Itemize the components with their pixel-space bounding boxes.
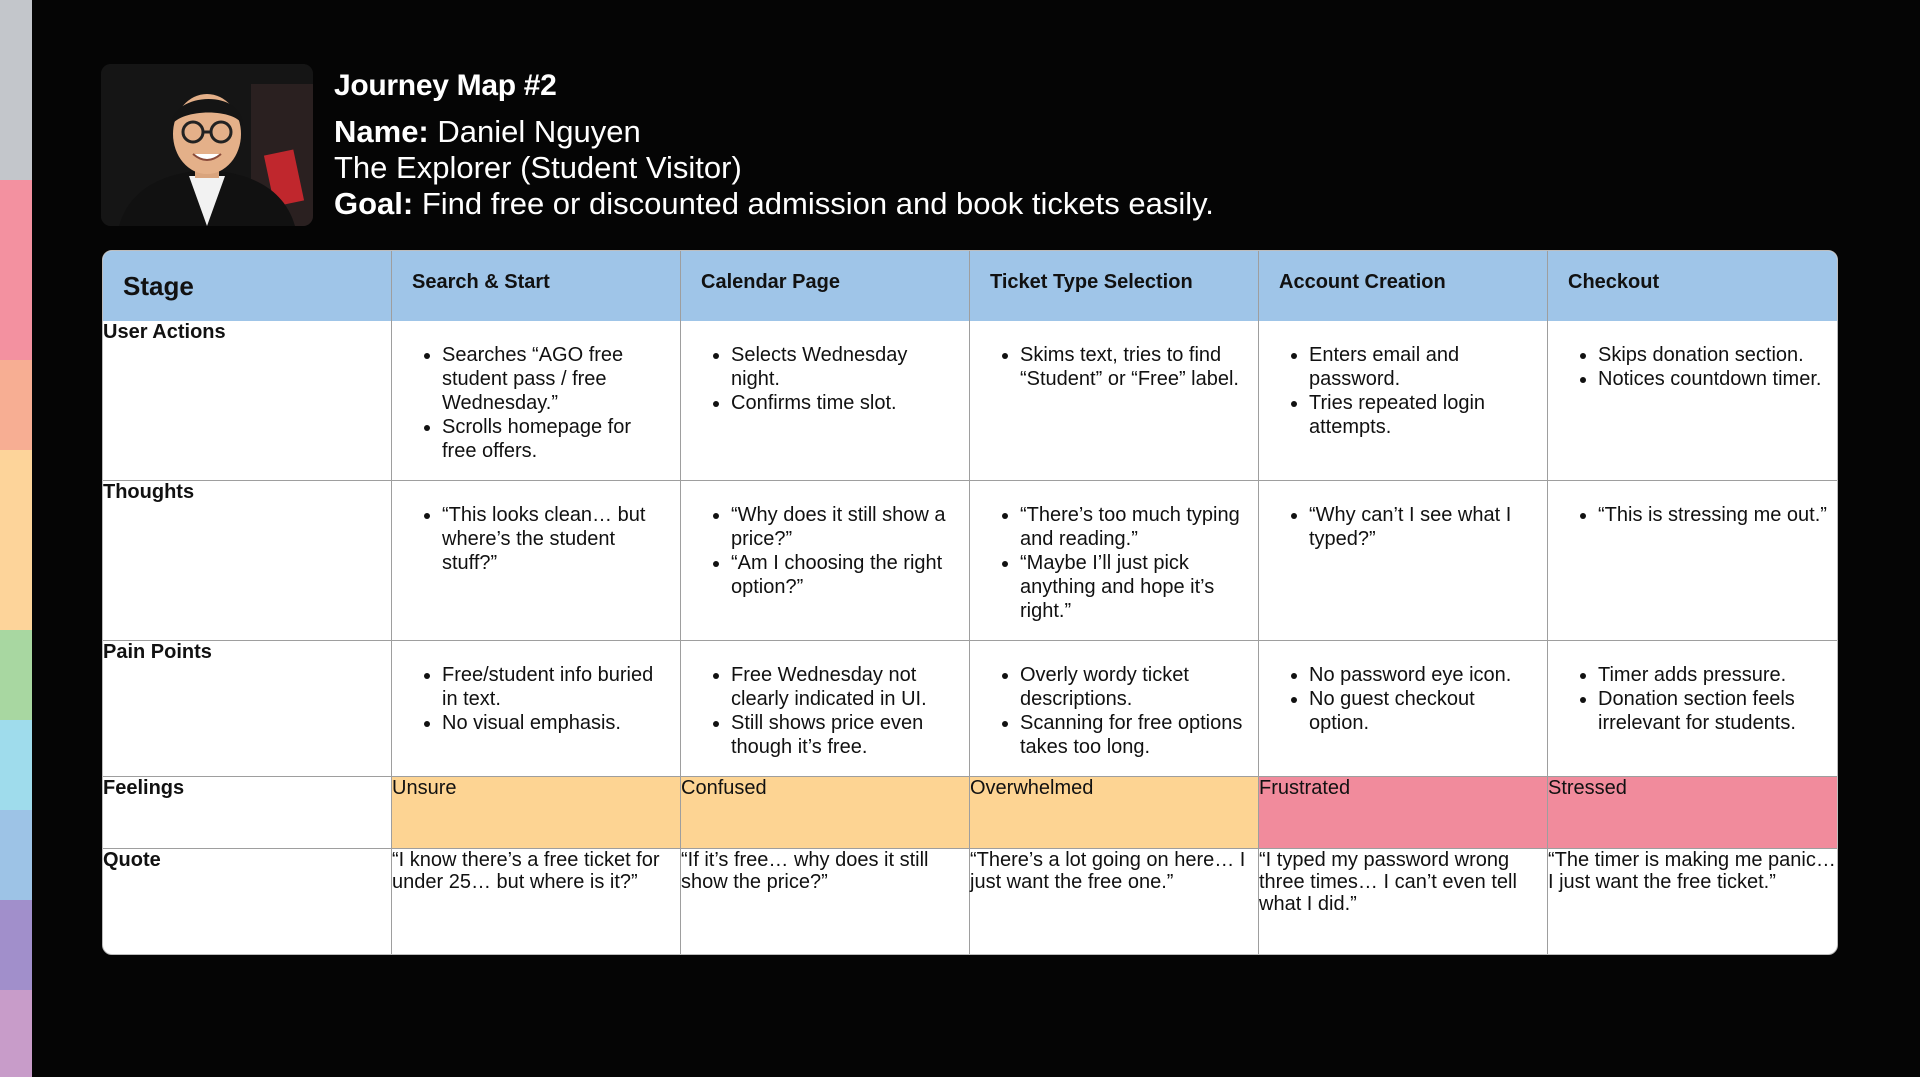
stripe-yellow (0, 450, 32, 630)
list-item: • “Maybe I’ll just pick anything and hope it’s right.” (1020, 551, 1248, 623)
feeling-overwhelmed: Overwhelmed (970, 777, 1259, 849)
list-item: • Selects Wednesday night. (731, 343, 959, 391)
row-label-user-actions: User Actions (103, 321, 392, 481)
user-actions-cell (392, 321, 681, 481)
list-item: • “Why can’t I see what I typed?” (1309, 503, 1537, 551)
list-item: • “There’s too much typing and reading.” (1020, 503, 1248, 551)
list-item: • “Am I choosing the right option?” (731, 551, 959, 599)
pain-points-cell (1259, 641, 1548, 777)
stripe-mauve (0, 990, 32, 1077)
list-item: • Overly wordy ticket descriptions. (1020, 663, 1248, 711)
list-item: • Searches “AGO free student pass / free Wednesday.” (442, 343, 670, 415)
quote-cell: “If it’s free… why does it still show the price?” (681, 849, 970, 954)
list-item: • Scrolls homepage for free offers. (442, 415, 670, 463)
quote-cell: “I typed my password wrong three times… I can’t even tell what I did.” (1259, 849, 1548, 954)
stage-header-row (103, 251, 1837, 321)
list-item: • No password eye icon. (1309, 663, 1537, 687)
thoughts-cell (970, 481, 1259, 641)
list-item: • Donation section feels irrelevant for students. (1598, 687, 1827, 735)
quote-cell: “I know there’s a free ticket for under 25… but where is it?” (392, 849, 681, 954)
stripe-salmon (0, 360, 32, 450)
row-label-feelings: Feelings (103, 777, 392, 849)
name-value: Daniel Nguyen (437, 114, 641, 149)
persona-goal (334, 186, 1214, 222)
user-actions-cell (1259, 321, 1548, 481)
user-actions-cell (970, 321, 1259, 481)
thoughts-row (103, 481, 1837, 641)
row-label-thoughts: Thoughts (103, 481, 392, 641)
goal-label: Goal: (334, 186, 414, 221)
stripe-cyan (0, 720, 32, 810)
list-item: • Skips donation section. (1598, 343, 1827, 367)
persona-name (334, 114, 1214, 150)
goal-value: Find free or discounted admission and book tickets easily. (421, 186, 1214, 221)
list-item: • Tries repeated login attempts. (1309, 391, 1537, 439)
stripe-purple (0, 900, 32, 990)
stripe-green (0, 630, 32, 720)
feeling-confused: Confused (681, 777, 970, 849)
user-actions-row (103, 321, 1837, 481)
list-item: • “Why does it still show a price?” (731, 503, 959, 551)
stage-calendar-page: Calendar Page (681, 251, 970, 321)
persona-type: The Explorer (Student Visitor) (334, 150, 742, 185)
pain-points-cell (681, 641, 970, 777)
list-item: • Notices countdown timer. (1598, 367, 1827, 391)
list-item: • Scanning for free options takes too long. (1020, 711, 1248, 759)
feelings-row (103, 777, 1837, 849)
name-label: Name: (334, 114, 429, 149)
page-title: Journey Map #2 (334, 69, 557, 102)
color-stripe-bar (0, 0, 32, 1077)
list-item: • Free/student info buried in text. (442, 663, 670, 711)
persona-header (334, 68, 1214, 222)
user-actions-cell (1548, 321, 1837, 481)
quote-cell: “The timer is making me panic… I just want the free ticket.” (1548, 849, 1836, 893)
stripe-pink (0, 180, 32, 360)
persona-photo (101, 64, 313, 226)
journey-map-table (102, 250, 1838, 955)
pain-points-cell (392, 641, 681, 777)
list-item: • Still shows price even though it’s free. (731, 711, 959, 759)
pain-points-row (103, 641, 1837, 777)
thoughts-cell (392, 481, 681, 641)
list-item: • Confirms time slot. (731, 391, 959, 415)
quote-row (103, 849, 1837, 954)
feeling-stressed: Stressed (1548, 777, 1837, 849)
pain-points-cell (970, 641, 1259, 777)
stripe-gray (0, 0, 32, 180)
stage-checkout: Checkout (1548, 251, 1837, 321)
list-item: • No guest checkout option. (1309, 687, 1537, 735)
feeling-unsure: Unsure (392, 777, 681, 849)
stage-ticket-type-selection: Ticket Type Selection (970, 251, 1259, 321)
thoughts-cell (1548, 481, 1837, 641)
thoughts-cell (681, 481, 970, 641)
row-label-quote: Quote (103, 849, 392, 954)
stage-label: Stage (103, 251, 392, 321)
row-label-pain-points: Pain Points (103, 641, 392, 777)
list-item: • Free Wednesday not clearly indicated in UI. (731, 663, 959, 711)
list-item: • Skims text, tries to find “Student” or “Free” label. (1020, 343, 1248, 391)
stage-account-creation: Account Creation (1259, 251, 1548, 321)
stage-search-start: Search & Start (392, 251, 681, 321)
user-actions-cell (681, 321, 970, 481)
list-item: • No visual emphasis. (442, 711, 670, 735)
pain-points-cell (1548, 641, 1837, 777)
list-item: • Enters email and password. (1309, 343, 1537, 391)
stripe-blue (0, 810, 32, 900)
quote-cell: “There’s a lot going on here… I just want the free one.” (970, 849, 1259, 954)
feeling-frustrated: Frustrated (1259, 777, 1548, 849)
list-item: • Timer adds pressure. (1598, 663, 1827, 687)
list-item: • “This looks clean… but where’s the student stuff?” (442, 503, 670, 575)
list-item: • “This is stressing me out.” (1598, 503, 1827, 527)
thoughts-cell (1259, 481, 1548, 641)
